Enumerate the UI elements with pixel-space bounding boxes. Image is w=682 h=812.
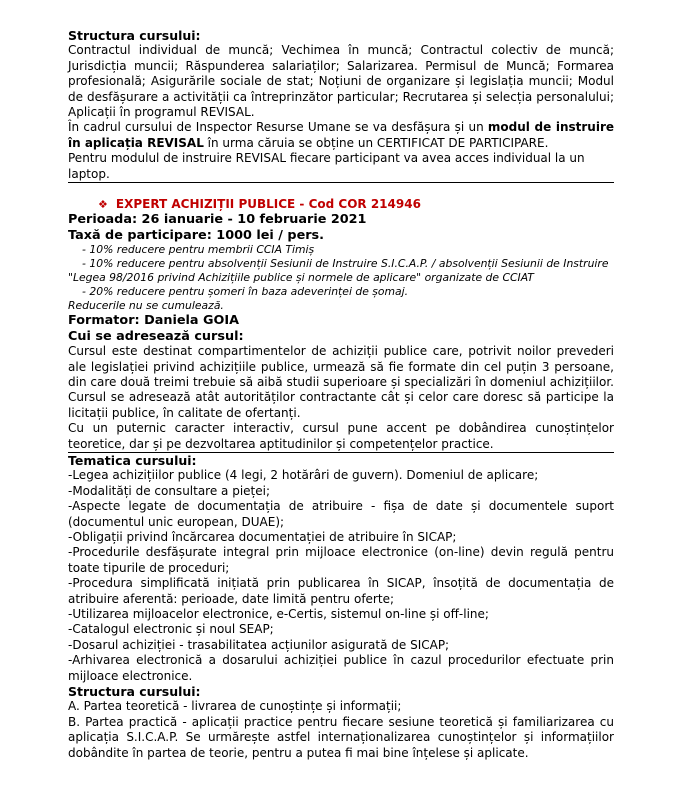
topic-item: -Legea achizițiilor publice (4 legi, 2 hotărâri de guvern). Domeniul de aplicare; bbox=[68, 468, 539, 483]
discount-item: - 10% reducere pentru absolvenții Sesiunii de Instruire S.I.C.A.P. / absolvenții Sesiunii de Instruire bbox=[82, 257, 609, 271]
discount-item: - 10% reducere pentru membrii CCIA Timiș bbox=[82, 243, 315, 257]
topic-item: -Arhivarea electronică a dosarului achiziției publice în cazul procedurilor efectuate prin mijloace electronice. bbox=[68, 653, 614, 683]
structure-item: B. Partea practică - aplicații practice pentru fiecare sesiune teoretică și familiarizarea cu aplicația S.I.C.A.P. Se urmărește astfel internaționalizarea cunoștințelor și informațiilor dobândite în partea de teorie, pentru a putea fi mai bine înțelese și aplicate. bbox=[68, 714, 614, 760]
structure-heading: Structura cursului: bbox=[68, 684, 201, 700]
topic-item: -Procedurile desfășurate integral prin mijloace electronice (on-line) devin regulă pentru toate tipurile de proceduri; bbox=[68, 545, 614, 575]
section-1-heading: Structura cursului: bbox=[68, 28, 201, 43]
diamond-bullet-icon: ❖ bbox=[98, 198, 108, 212]
participation-fee: Taxă de participare: 1000 lei / pers. bbox=[68, 227, 325, 243]
topic-item: -Obligații privind încărcarea documentației de atribuire în SICAP; bbox=[68, 529, 457, 544]
discount-item: - 20% reducere pentru șomeri în baza adeverinței de șomaj. bbox=[82, 285, 409, 299]
section-2-title bbox=[68, 197, 614, 212]
topic-item: -Aspecte legate de documentația de atribuire - fișa de date și documentele suport (documentul unic european, DUAE); bbox=[68, 499, 614, 529]
document-page bbox=[68, 28, 614, 761]
topics-heading: Tematica cursului: bbox=[68, 452, 197, 468]
revisal-text-pre: În cadrul cursului de Inspector Resurse Umane se va desfășura și un bbox=[68, 120, 488, 135]
trainer-name: Formator: Daniela GOIA bbox=[68, 313, 240, 329]
interactive-paragraph: Cu un puternic caracter interactiv, cursul pune accent pe dobândirea cunoștințelor teoretice, dar și pe dezvoltarea aptitudinilor și competențelor practice. bbox=[68, 421, 614, 453]
audience-paragraph: Cursul este destinat compartimentelor de achiziții publice care, potrivit noilor prevederi ale legislației privind achizițiile publice, urmează să fie formate din cel puțin 3 persoane, din care două treimi trebuie să aibă studii superioare și specializări în domeniul achizițiilor. Cursul se adresează atât autorităților contractante cât și celor care doresc să participe la licitații publice, în calitate de ofertanți. bbox=[68, 344, 614, 420]
revisal-text-post: în urma căruia se obține un CERTIFICAT DE PARTICIPARE. bbox=[203, 135, 549, 150]
topic-item: -Catalogul electronic și noul SEAP; bbox=[68, 622, 274, 637]
topic-item: -Procedura simplificată inițiată prin publicarea în SICAP, însoțită de documentația de atribuire aferentă: perioade, date limită pentru oferte; bbox=[68, 576, 614, 606]
topic-item: -Utilizarea mijloacelor electronice, e-Certis, sistemul on-line și off-line; bbox=[68, 607, 489, 621]
section-1-structure-text: Contractul individual de muncă; Vechimea în muncă; Contractul colectiv de muncă; Jurisdicția muncii; Răspunderea salariaților; Salarizarea. Permisul de Muncă; Formarea profesională; Asigurările sociale de stat; Noțiuni de organizare și legislația muncii; Modul de desfășurare a activității ca întreprinzător particular; Recrutarea și selecția personalului; Aplicații în programul REVISAL. bbox=[68, 43, 614, 120]
section-1-revisal-paragraph bbox=[68, 120, 614, 151]
course-period: Perioada: 26 ianuarie - 10 februarie 2021 bbox=[68, 212, 367, 228]
discount-item-continuation: "Legea 98/2016 privind Achizițiile publice și normele de aplicare" organizate de CCIAT bbox=[68, 271, 534, 285]
section-1-laptop-note: Pentru modulul de instruire REVISAL fiecare participant va avea acces individual la un laptop. bbox=[68, 151, 614, 183]
discount-note: Reducerile nu se cumulează. bbox=[68, 299, 224, 313]
topic-item: -Dosarul achiziției - trasabilitatea acțiunilor asigurată de SICAP; bbox=[68, 637, 450, 652]
section-1 bbox=[68, 28, 614, 183]
structure-item: A. Partea teoretică - livrarea de cunoștințe și informații; bbox=[68, 699, 402, 714]
revisal-text-bold: modul de instruire în aplicația REVISAL bbox=[68, 120, 615, 150]
section-2-title-text: EXPERT ACHIZIȚII PUBLICE - Cod COR 214946 bbox=[115, 197, 421, 212]
topic-item: -Modalități de consultare a pieței; bbox=[68, 483, 271, 498]
audience-heading: Cui se adresează cursul: bbox=[68, 328, 244, 344]
